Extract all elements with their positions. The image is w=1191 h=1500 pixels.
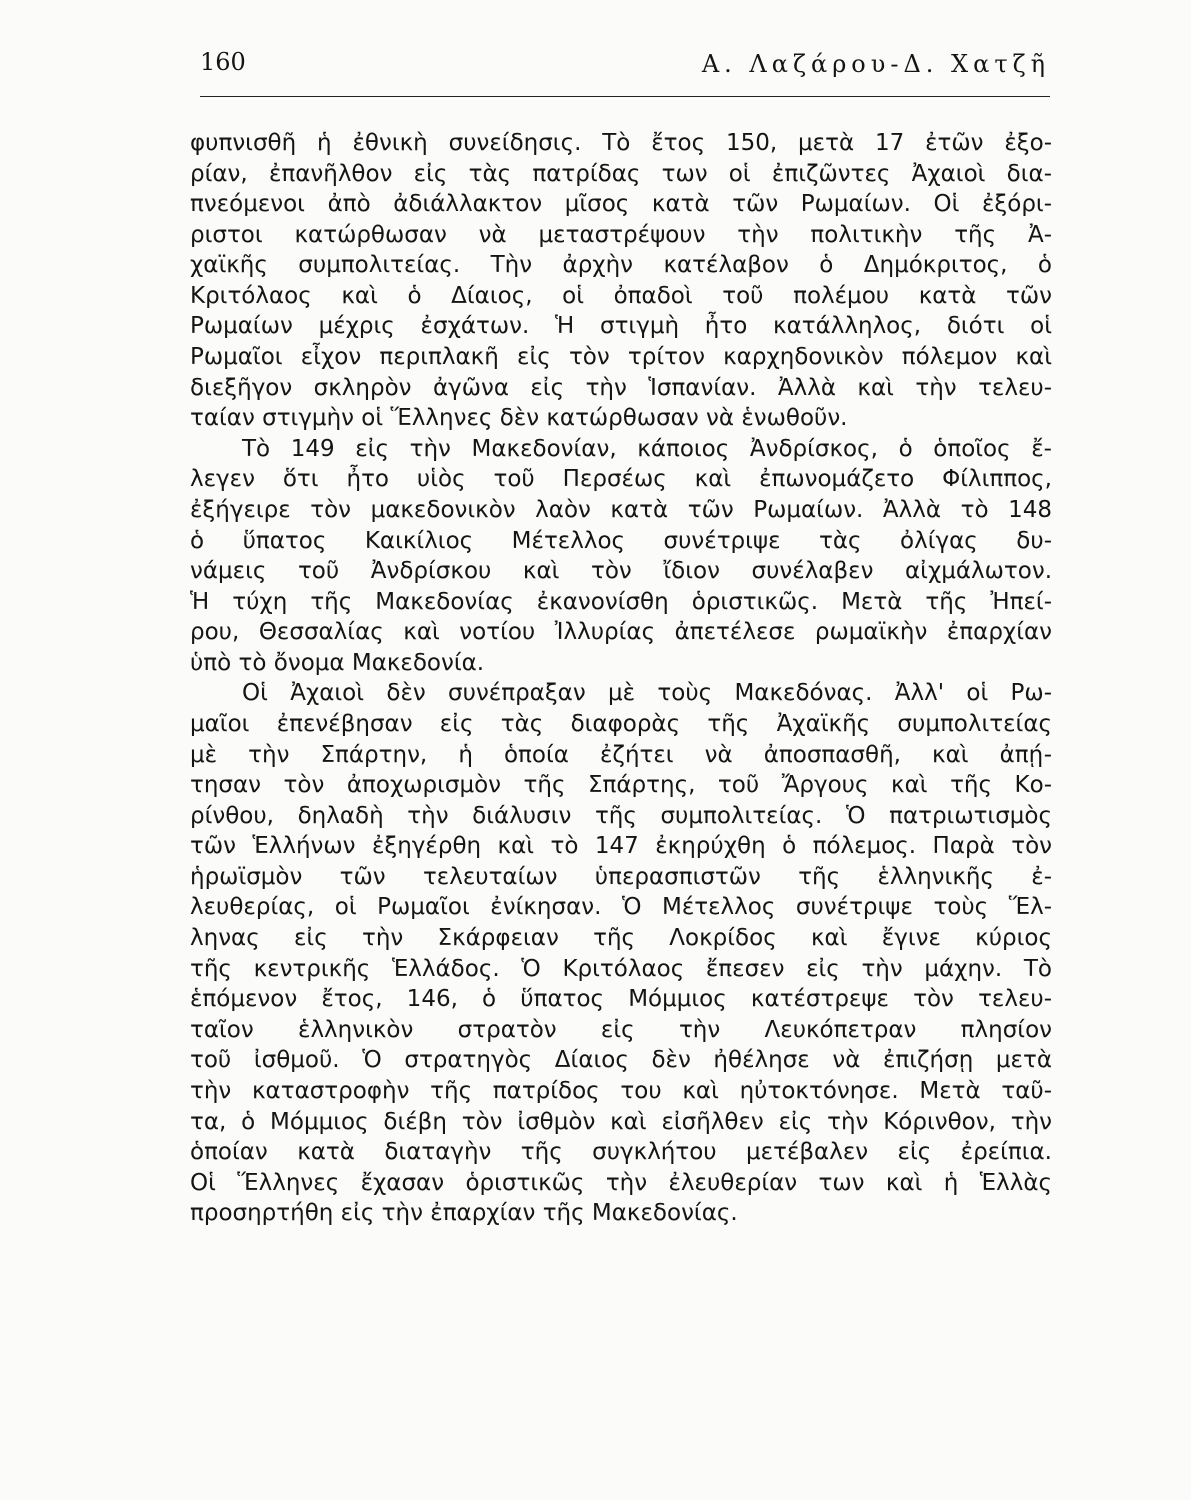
text-line: ληνας εἰς τὴν Σκάρφειαν τῆς Λοκρίδος καὶ ἔγινε κύριος — [190, 925, 1052, 952]
text-line: τῆς κεντρικῆς Ἑλλάδος. Ὁ Κριτόλαος ἔπεσεν εἰς τὴν μάχην. Τὸ — [190, 955, 1052, 982]
text-line: λεγεν ὅτι ἦτο υἱὸς τοῦ Περσέως καὶ ἐπωνομάζετο Φίλιππος, — [190, 466, 1052, 493]
header-rule — [200, 96, 1050, 97]
text-line: προσηρτήθη εἰς τὴν ἐπαρχίαν τῆς Μακεδονίας. — [190, 1200, 738, 1227]
text-line: Τὸ 149 εἰς τὴν Μακεδονίαν, κάποιος Ἀνδρίσκος, ὁ ὁποῖος ἔ- — [242, 435, 1052, 462]
text-line: Ρωμαῖοι εἶχον περιπλακῆ εἰς τὸν τρίτον καρχηδονικὸν πόλεμον καὶ — [190, 344, 1052, 371]
text-line: ρου, Θεσσαλίας καὶ νοτίου Ἰλλυρίας ἀπετέλεσε ρωμαϊκὴν ἐπαρχίαν — [190, 619, 1052, 646]
text-line: φυπνισθῆ ἡ ἐθνικὴ συνείδησις. Τὸ ἔτος 150, μετὰ 17 ἐτῶν ἐξο- — [190, 130, 1052, 156]
text-line: χαϊκῆς συμπολιτείας. Τὴν ἀρχὴν κατέλαβον ὁ Δημόκριτος, ὁ — [190, 252, 1052, 279]
text-line: Κριτόλαος καὶ ὁ Δίαιος, οἱ ὀπαδοὶ τοῦ πολέμου κατὰ τῶν — [190, 282, 1052, 309]
text-line: λευθερίας, οἱ Ρωμαῖοι ἐνίκησαν. Ὁ Μέτελλος συνέτριψε τοὺς Ἕλ- — [190, 894, 1052, 921]
text-line: Οἱ Ἀχαιοὶ δὲν συνέπραξαν μὲ τοὺς Μακεδόνας. Ἀλλ' οἱ Ρω- — [242, 680, 1052, 707]
text-line: ἑπόμενον ἔτος, 146, ὁ ὕπατος Μόμμιος κατέστρεψε τὸν τελευ- — [190, 986, 1052, 1013]
text-line: πνεόμενοι ἀπὸ ἀδιάλλακτον μῖσος κατὰ τῶν Ρωμαίων. Οἱ ἐξόρι- — [190, 191, 1052, 218]
text-line: νάμεις τοῦ Ἀνδρίσκου καὶ τὸν ἴδιον συνέλαβεν αἰχμάλωτον. — [190, 558, 1052, 585]
text-line: τῶν Ἑλλήνων ἐξηγέρθη καὶ τὸ 147 ἐκηρύχθη ὁ πόλεμος. Παρὰ τὸν — [190, 833, 1052, 860]
text-line: Ρωμαίων μέχρις ἐσχάτων. Ἡ στιγμὴ ἦτο κατάλληλος, διότι οἱ — [190, 313, 1052, 340]
text-line: ρίνθου, δηλαδὴ τὴν διάλυσιν τῆς συμπολιτείας. Ὁ πατριωτισμὸς — [190, 802, 1052, 829]
text-line: τα, ὁ Μόμμιος διέβη τὸν ἰσθμὸν καὶ εἰσῆλθεν εἰς τὴν Κόρινθον, τὴν — [190, 1108, 1052, 1135]
text-line: Ἡ τύχη τῆς Μακεδονίας ἐκανονίσθη ὁριστικῶς. Μετὰ τῆς Ἠπεί- — [190, 588, 1052, 615]
text-line: ταῖον ἑλληνικὸν στρατὸν εἰς τὴν Λευκόπετραν πλησίον — [190, 1016, 1052, 1043]
text-line: μὲ τὴν Σπάρτην, ἡ ὁποία ἐζήτει νὰ ἀποσπασθῆ, καὶ ἀπῄ- — [190, 741, 1052, 768]
text-line: ταίαν στιγμὴν οἱ Ἕλληνες δὲν κατώρθωσαν νὰ ἑνωθοῦν. — [190, 405, 848, 432]
text-line: ἐξήγειρε τὸν μακεδονικὸν λαὸν κατὰ τῶν Ρωμαίων. Ἀλλὰ τὸ 148 — [190, 496, 1052, 523]
text-line: ρίαν, ἐπανῆλθον εἰς τὰς πατρίδας των οἱ ἐπιζῶντες Ἀχαιοὶ δια- — [190, 160, 1052, 187]
text-line: τὴν καταστροφὴν τῆς πατρίδος του καὶ ηὐτοκτόνησε. Μετὰ ταῦ- — [190, 1077, 1052, 1104]
text-line: τησαν τὸν ἀποχωρισμὸν τῆς Σπάρτης, τοῦ Ἄργους καὶ τῆς Κο- — [190, 772, 1052, 799]
text-line: διεξῆγον σκληρὸν ἀγῶνα εἰς τὴν Ἱσπανίαν. Ἀλλὰ καὶ τὴν τελευ- — [190, 374, 1052, 401]
text-line: ὁ ὕπατος Καικίλιος Μέτελλος συνέτριψε τὰς ὀλίγας δυ- — [190, 527, 1052, 554]
text-line: ριστοι κατώρθωσαν νὰ μεταστρέψουν τὴν πολιτικὴν τῆς Ἀ- — [190, 221, 1052, 248]
text-line: ἡρωϊσμὸν τῶν τελευταίων ὑπερασπιστῶν τῆς ἑλληνικῆς ἐ- — [190, 863, 1052, 890]
body-text — [190, 128, 1052, 1229]
text-line: ὁποίαν κατὰ διαταγὴν τῆς συγκλήτου μετέβαλεν εἰς ἐρείπια. — [190, 1139, 1052, 1166]
text-line: τοῦ ἰσθμοῦ. Ὁ στρατηγὸς Δίαιος δὲν ἠθέλησε νὰ ἐπιζήσῃ μετὰ — [190, 1047, 1052, 1074]
running-title: Α. Λαζάρου-Δ. Χατζῆ — [701, 50, 1050, 78]
text-line: μαῖοι ἐπενέβησαν εἰς τὰς διαφορὰς τῆς Ἀχαϊκῆς συμπολιτείας — [190, 710, 1052, 737]
page-number: 160 — [200, 48, 246, 76]
text-line: ὑπὸ τὸ ὄνομα Μακεδονία. — [190, 649, 485, 676]
running-head — [200, 48, 1050, 88]
text-line: Οἱ Ἕλληνες ἔχασαν ὁριστικῶς τὴν ἐλευθερίαν των καὶ ἡ Ἑλλὰς — [190, 1169, 1052, 1196]
